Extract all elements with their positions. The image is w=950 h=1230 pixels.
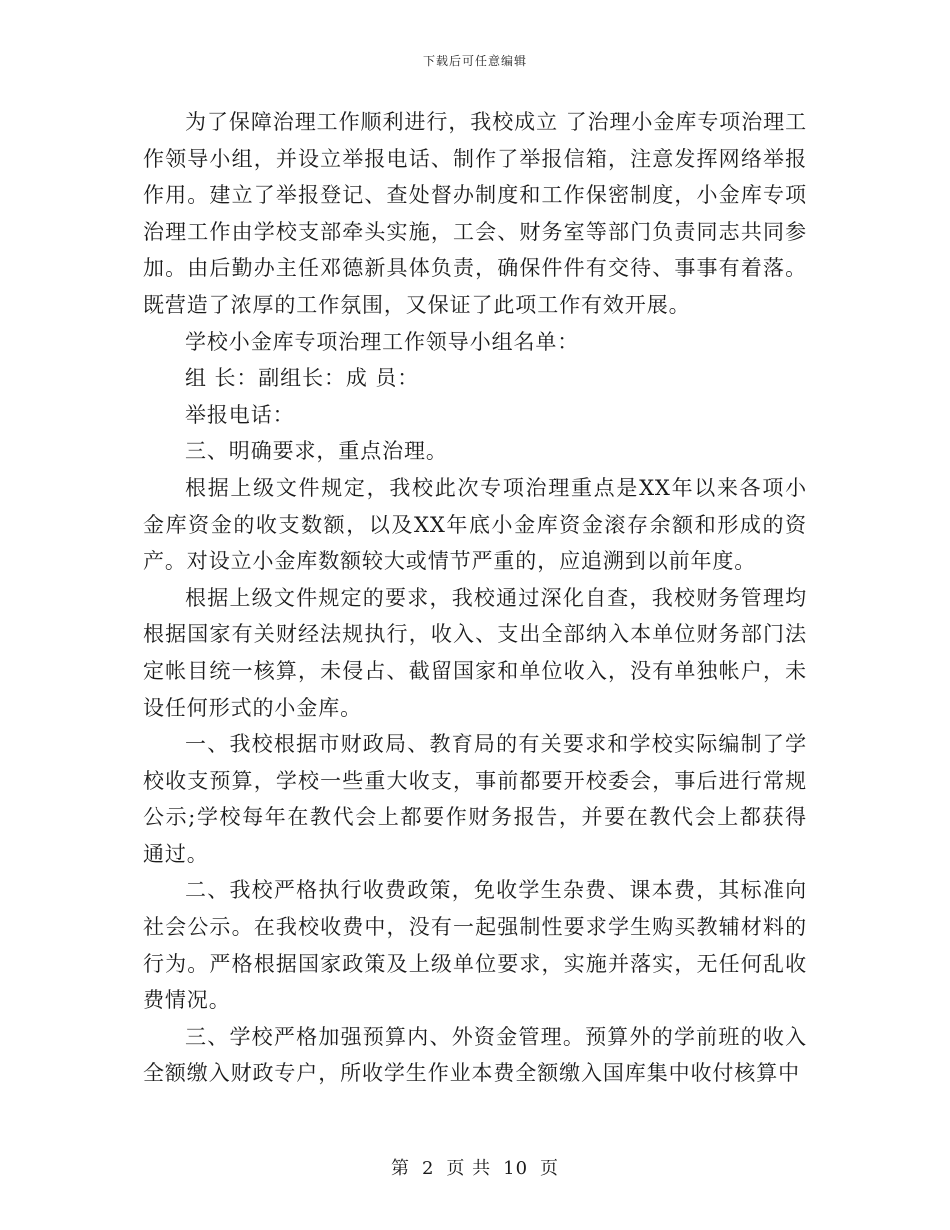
paragraph-leadership-group: 为了保障治理工作顺利进行，我校成立 了治理小金库专项治理工作领导小组，并设立举报电话、制作了举报信箱，注意发挥网络举报作用。建立了举报登记、查处督办制度和工作保密制度，小金库专项治理工作由学校支部牵头实施，工会、财务室等部门负责同志共同参加。由后勤办主任邓德新具体负责，确保件件有交待、事事有着落。既营造了浓厚的工作氛围，又保证了此项工作有效开展。 bbox=[143, 110, 807, 317]
paragraph-governance-focus: 根据上级文件规定，我校此次专项治理重点是XX年以来各项小金库资金的收支数额，以及XX年底小金库资金滚存余额和形成的资产。对设立小金库数额较大或情节严重的，应追溯到以前年度。 bbox=[143, 475, 807, 574]
paragraph-group-roles: 组 长：副组长：成 员： bbox=[185, 366, 420, 391]
page-total: 10 bbox=[503, 1158, 529, 1179]
paragraph-item-three: 三、学校严格加强预算内、外资金管理。预算外的学前班的收入全额缴入财政专户，所收学生作业本费全额缴入国库集中收付核算中 bbox=[143, 1024, 807, 1086]
page-suffix: 页 bbox=[540, 1158, 560, 1179]
page-number: 2 bbox=[421, 1158, 435, 1179]
page-prefix: 第 bbox=[390, 1158, 410, 1179]
section-heading-requirements: 三、明确要求，重点治理。 bbox=[185, 439, 448, 464]
document-body bbox=[143, 104, 807, 1092]
paragraph-report-phone: 举报电话： bbox=[185, 402, 295, 427]
page-mid: 页 共 bbox=[446, 1158, 492, 1179]
paragraph-item-one: 一、我校根据市财政局、教育局的有关要求和学校实际编制了学校收支预算，学校一些重大收支，事前都要开校委会，事后进行常规公示;学校每年在教代会上都要作财务报告，并要在教代会上都获得通过。 bbox=[143, 732, 807, 866]
paragraph-group-list-title: 学校小金库专项治理工作领导小组名单： bbox=[185, 329, 580, 354]
page-header-note: 下载后可任意编辑 bbox=[422, 54, 527, 68]
paragraph-item-two: 二、我校严格执行收费政策，免收学生杂费、课本费，其标准向社会公示。在我校收费中，没有一起强制性要求学生购买教辅材料的行为。严格根据国家政策及上级单位要求，实施并落实，无任何乱收费情况。 bbox=[143, 878, 807, 1013]
page-footer bbox=[0, 1154, 950, 1180]
paragraph-self-inspection: 根据上级文件规定的要求，我校通过深化自查，我校财务管理均根据国家有关财经法规执行，收入、支出全部纳入本单位财务部门法定帐目统一核算，未侵占、截留国家和单位收入，没有单独帐户，未设任何形式的小金库。 bbox=[143, 585, 807, 720]
